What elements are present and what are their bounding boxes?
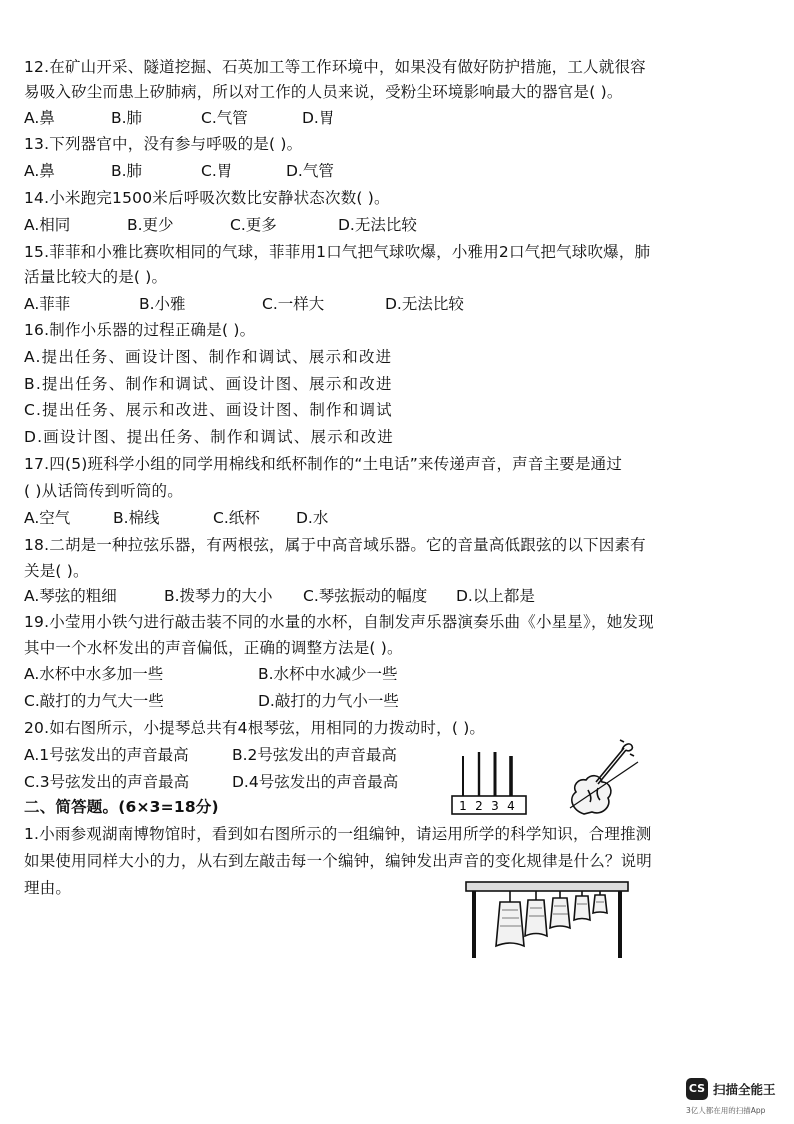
q14-option-c: C.更多 bbox=[230, 216, 277, 234]
q16-option-c: C.提出任务、展示和改进、画设计图、制作和调试 bbox=[24, 401, 393, 419]
short-answer-q1-line-3: 理由。 bbox=[24, 879, 72, 897]
q17-option-a: A.空气 bbox=[24, 509, 71, 527]
q20-option-c: C.3号弦发出的声音最高 bbox=[24, 773, 190, 791]
q20-option-b: B.2号弦发出的声音最高 bbox=[232, 746, 397, 764]
q15-line-2: 活量比较大的是( )。 bbox=[24, 268, 168, 286]
q14-option-b: B.更少 bbox=[127, 216, 174, 234]
section-2-heading: 二、简答题。(6×3=18分) bbox=[24, 798, 219, 816]
q20-line-1: 20.如右图所示，小提琴总共有4根琴弦，用相同的力拨动时，( )。 bbox=[24, 719, 486, 737]
q14-option-a: A.相同 bbox=[24, 216, 71, 234]
q13-line-1: 13.下列器官中，没有参与呼吸的是( )。 bbox=[24, 135, 303, 153]
q14-line-1: 14.小米跑完1500米后呼吸次数比安静状态次数( )。 bbox=[24, 189, 390, 207]
bianzhong-figure bbox=[464, 880, 630, 960]
q18-option-b: B.拨琴力的大小 bbox=[164, 587, 273, 605]
q16-option-d: D.画设计图、提出任务、制作和调试、展示和改进 bbox=[24, 428, 394, 446]
violin-figure bbox=[562, 738, 644, 818]
q19-line-2: 其中一个水杯发出的声音偏低，正确的调整方法是( )。 bbox=[24, 639, 403, 657]
q15-option-c: C.一样大 bbox=[262, 295, 325, 313]
q16-option-a: A.提出任务、画设计图、制作和调试、展示和改进 bbox=[24, 348, 393, 366]
camscanner-logo-icon: CS bbox=[686, 1078, 708, 1100]
q19-line-1: 19.小莹用小铁勺进行敲击装不同的水量的水杯，自制发声乐器演奏乐曲《小星星》，她发现 bbox=[24, 613, 654, 631]
q12-option-c: C.气管 bbox=[201, 109, 248, 127]
q17-option-d: D.水 bbox=[296, 509, 329, 527]
q18-option-a: A.琴弦的粗细 bbox=[24, 587, 117, 605]
q17-option-c: C.纸杯 bbox=[213, 509, 260, 527]
q15-option-a: A.菲菲 bbox=[24, 295, 71, 313]
q15-line-1: 15.菲菲和小雅比赛吹相同的气球，菲菲用1口气把气球吹爆，小雅用2口气把气球吹爆，肺 bbox=[24, 243, 651, 261]
bianzhong-illustration bbox=[464, 880, 630, 960]
string-label-1: 1 bbox=[459, 799, 467, 813]
strings-diagram bbox=[448, 748, 532, 816]
q18-line-1: 18.二胡是一种拉弦乐器，有两根弦，属于中高音域乐器。它的音量高低跟弦的以下因素有 bbox=[24, 536, 646, 554]
string-label-2: 2 bbox=[475, 799, 483, 813]
q13-option-d: D.气管 bbox=[286, 162, 334, 180]
string-label-4: 4 bbox=[507, 799, 515, 813]
short-answer-q1-line-1: 1.小雨参观湖南博物馆时，看到如右图所示的一组编钟，请运用所学的科学知识，合理推测 bbox=[24, 825, 652, 843]
short-answer-q1-line-2: 如果使用同样大小的力，从右到左敲击每一个编钟，编钟发出声音的变化规律是什么？说明 bbox=[24, 852, 653, 870]
q12-option-d: D.胃 bbox=[302, 109, 335, 127]
q18-option-d: D.以上都是 bbox=[456, 587, 535, 605]
q12-line-2: 易吸入矽尘而患上矽肺病，所以对工作的人员来说，受粉尘环境影响最大的器官是( )。 bbox=[24, 83, 623, 101]
camscanner-tagline: 3亿人都在用的扫描App bbox=[686, 1106, 766, 1115]
q14-option-d: D.无法比较 bbox=[338, 216, 417, 234]
q20-option-d: D.4号弦发出的声音最高 bbox=[232, 773, 399, 791]
q19-option-d: D.敲打的力气小一些 bbox=[258, 692, 399, 710]
q15-option-d: D.无法比较 bbox=[385, 295, 464, 313]
violin-illustration bbox=[562, 738, 644, 818]
q18-option-c: C.琴弦振动的幅度 bbox=[303, 587, 428, 605]
q13-option-b: B.肺 bbox=[111, 162, 143, 180]
q17-line-1: 17.四(5)班科学小组的同学用棉线和纸杯制作的“土电话”来传递声音，声音主要是通过 bbox=[24, 455, 623, 473]
camscanner-name: 扫描全能王 bbox=[713, 1082, 776, 1097]
q18-line-2: 关是( )。 bbox=[24, 562, 89, 580]
q20-option-a: A.1号弦发出的声音最高 bbox=[24, 746, 189, 764]
camscanner-watermark bbox=[686, 1078, 786, 1118]
q12-line-1: 12.在矿山开采、隧道挖掘、石英加工等工作环境中，如果没有做好防护措施，工人就很容 bbox=[24, 58, 646, 76]
q19-option-c: C.敲打的力气大一些 bbox=[24, 692, 164, 710]
q17-option-b: B.棉线 bbox=[113, 509, 160, 527]
q12-option-a: A.鼻 bbox=[24, 109, 55, 127]
q16-option-b: B.提出任务、制作和调试、画设计图、展示和改进 bbox=[24, 375, 393, 393]
q17-line-2: ( )从话筒传到听筒的。 bbox=[24, 482, 183, 500]
strings-figure bbox=[448, 748, 532, 816]
q13-option-a: A.鼻 bbox=[24, 162, 55, 180]
q15-option-b: B.小雅 bbox=[139, 295, 186, 313]
q13-option-c: C.胃 bbox=[201, 162, 233, 180]
q16-line-1: 16.制作小乐器的过程正确是( )。 bbox=[24, 321, 256, 339]
string-label-3: 3 bbox=[491, 799, 499, 813]
q12-option-b: B.肺 bbox=[111, 109, 143, 127]
q19-option-b: B.水杯中水减少一些 bbox=[258, 665, 398, 683]
q19-option-a: A.水杯中水多加一些 bbox=[24, 665, 164, 683]
